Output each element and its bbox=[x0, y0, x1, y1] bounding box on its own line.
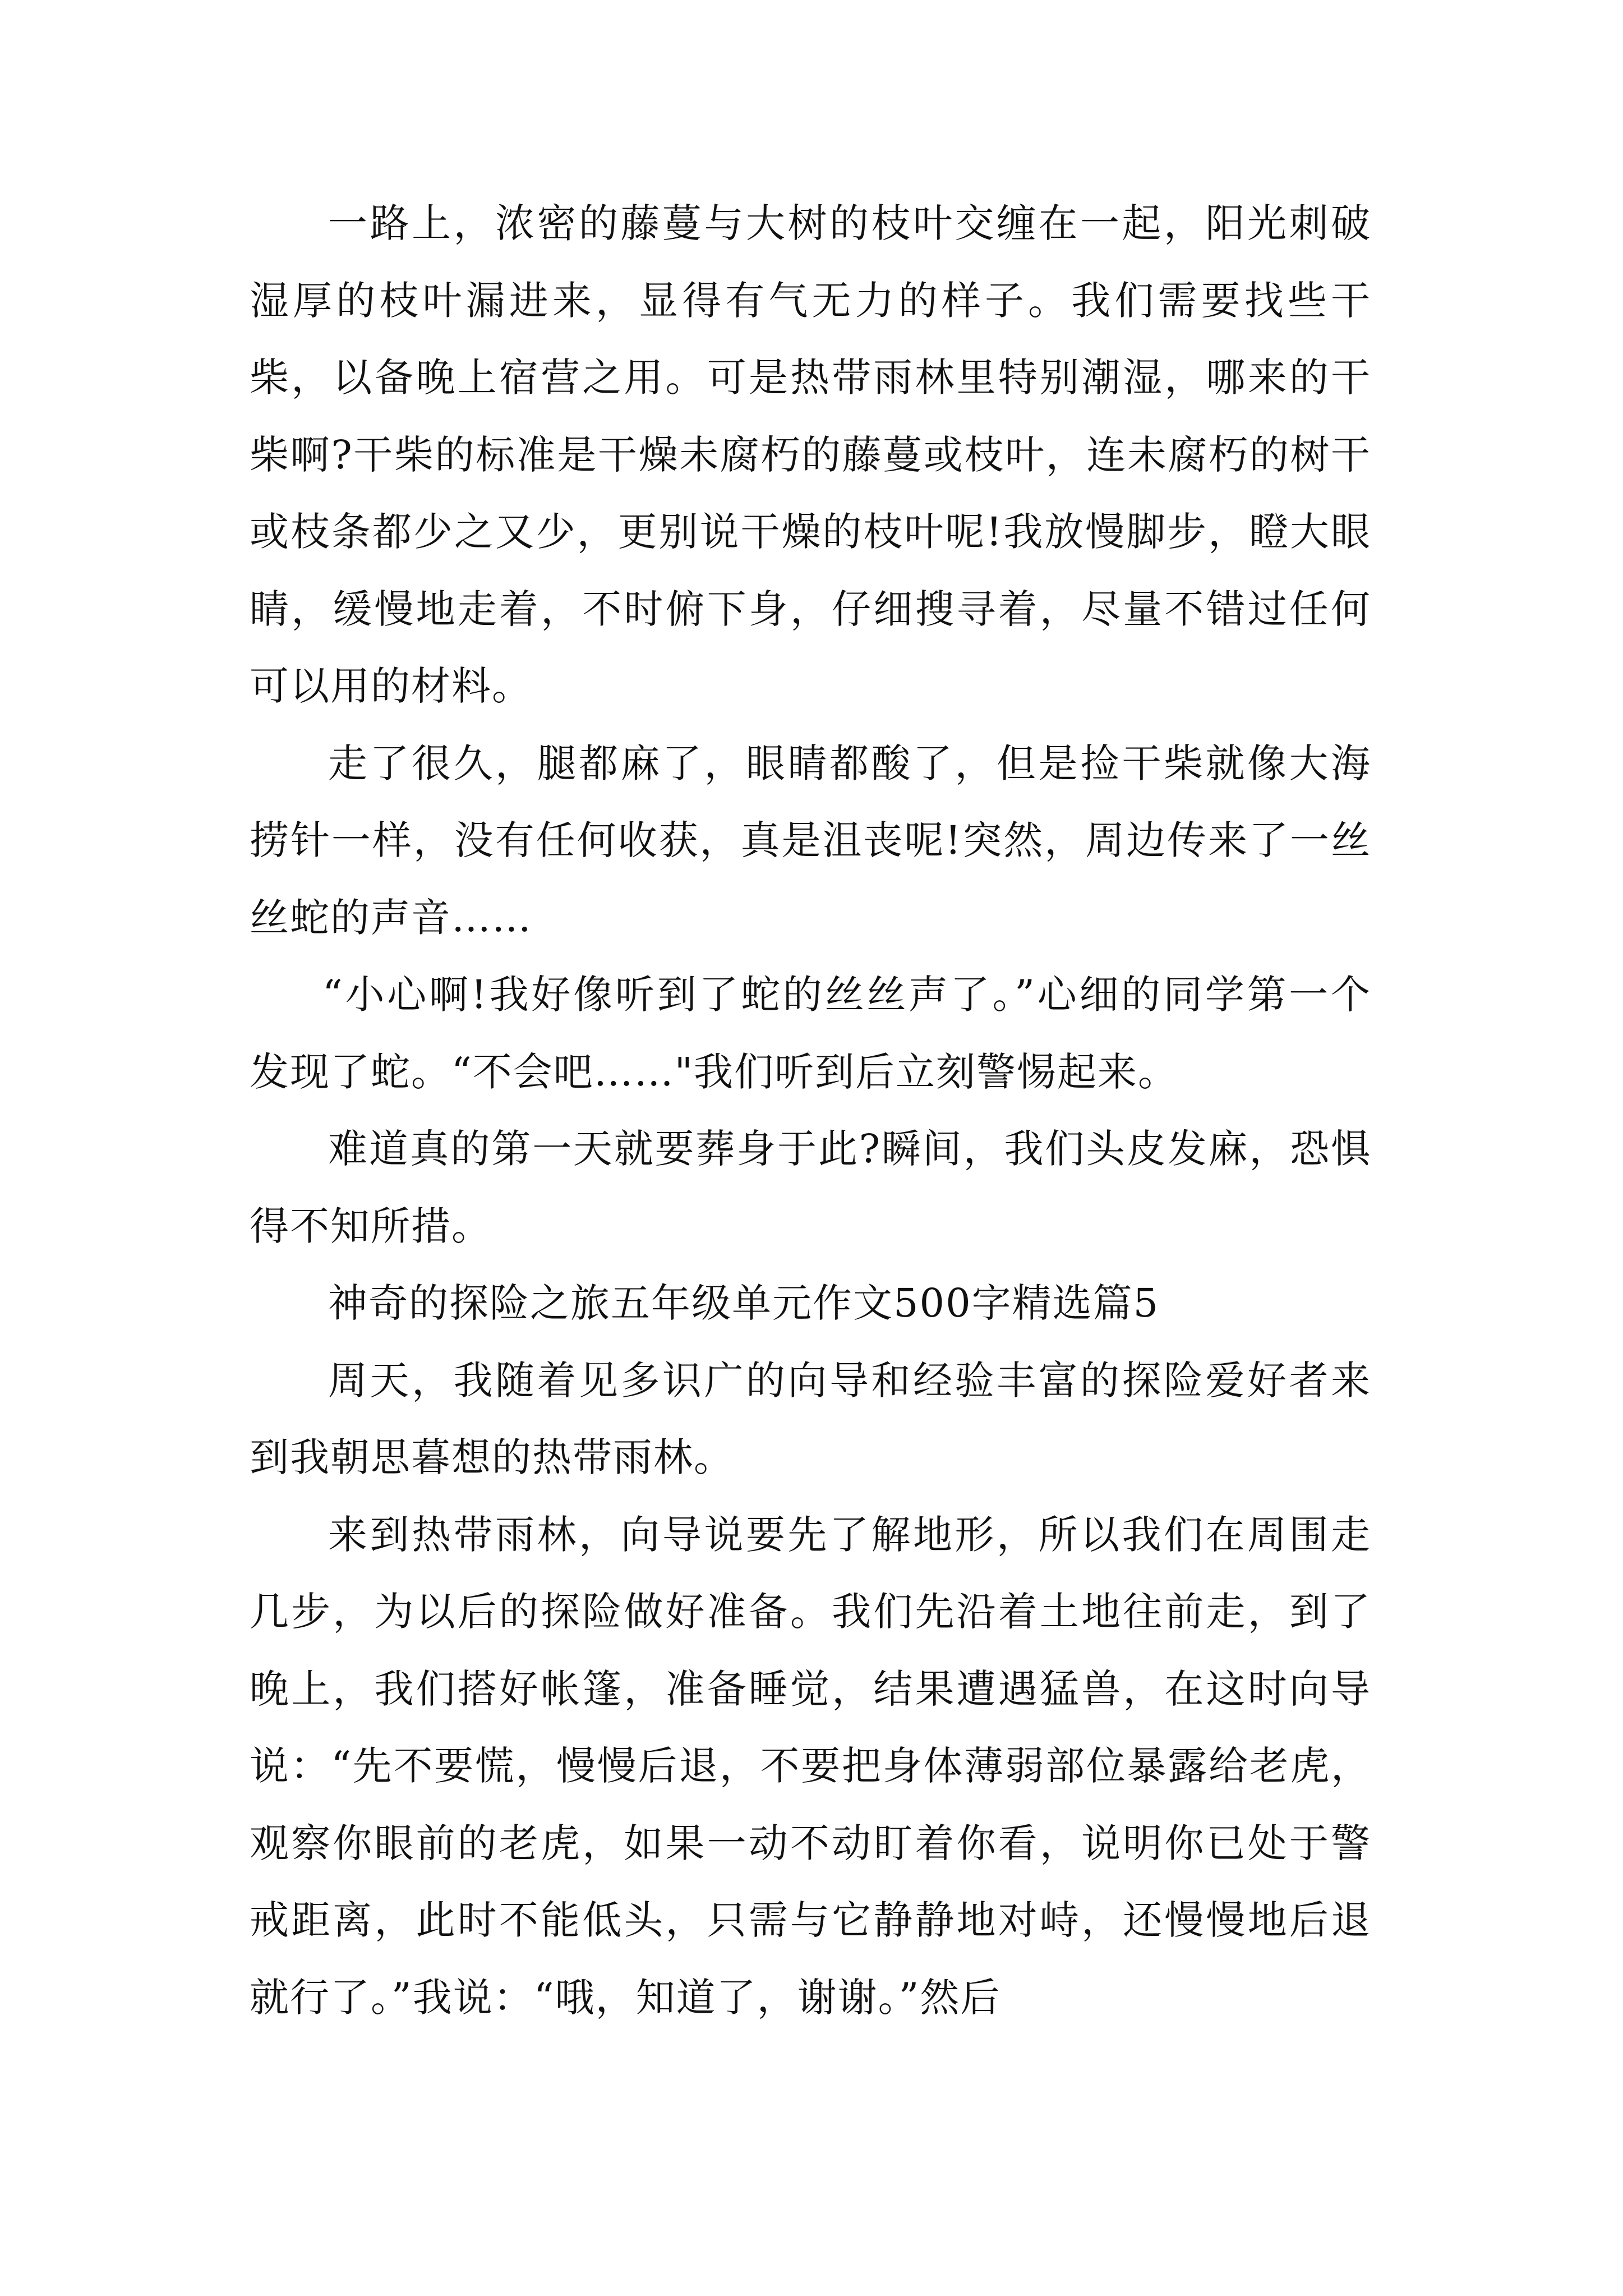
paragraph-rainforest-path: 一路上，浓密的藤蔓与大树的枝叶交缠在一起，阳光刺破湿厚的枝叶漏进来，显得有气无力的样子。我们需要找些干柴，以备晚上宿营之用。可是热带雨林里特别潮湿，哪来的干柴啊?干柴的标准是干燥未腐朽的藤蔓或枝叶，连未腐朽的树干或枝条都少之又少，更别说干燥的枝叶呢!我放慢脚步，瞪大眼睛，缓慢地走着，不时俯下身，仔细搜寻着，尽量不错过任何可以用的材料。 bbox=[250, 200, 1371, 709]
paragraph-warning-quote: “小心啊!我好像听到了蛇的丝丝声了。”心细的同学第一个发现了蛇。“不会吧……"我们听到后立刻警惕起来。 bbox=[250, 972, 1371, 1095]
paragraph-arrival: 周天，我随着见多识广的向导和经验丰富的探险爱好者来到我朝思暮想的热带雨林。 bbox=[250, 1357, 1371, 1480]
section-heading: 神奇的探险之旅五年级单元作文500字精选篇5 bbox=[328, 1280, 1160, 1326]
paragraph-snake-sound: 走了很久，腿都麻了，眼睛都酸了，但是捡干柴就像大海捞针一样，没有任何收获，真是沮丧呢!突然，周边传来了一丝丝蛇的声音…… bbox=[250, 740, 1371, 941]
document-body bbox=[250, 185, 1371, 2036]
paragraph-tiger-encounter: 来到热带雨林，向导说要先了解地形，所以我们在周围走几步，为以后的探险做好准备。我们先沿着土地往前走，到了晚上，我们搭好帐篷，准备睡觉，结果遭遇猛兽，在这时向导说：“先不要慌，慢慢后退，不要把身体薄弱部位暴露给老虎，观察你眼前的老虎，如果一动不动盯着你看，说明你已处于警戒距离，此时不能低头，只需与它静静地对峙，还慢慢地后退就行了。”我说：“哦，知道了，谢谢。”然后 bbox=[250, 1511, 1371, 2021]
paragraph-fear: 难道真的第一天就要葬身于此?瞬间，我们头皮发麻，恐惧得不知所措。 bbox=[250, 1126, 1371, 1249]
